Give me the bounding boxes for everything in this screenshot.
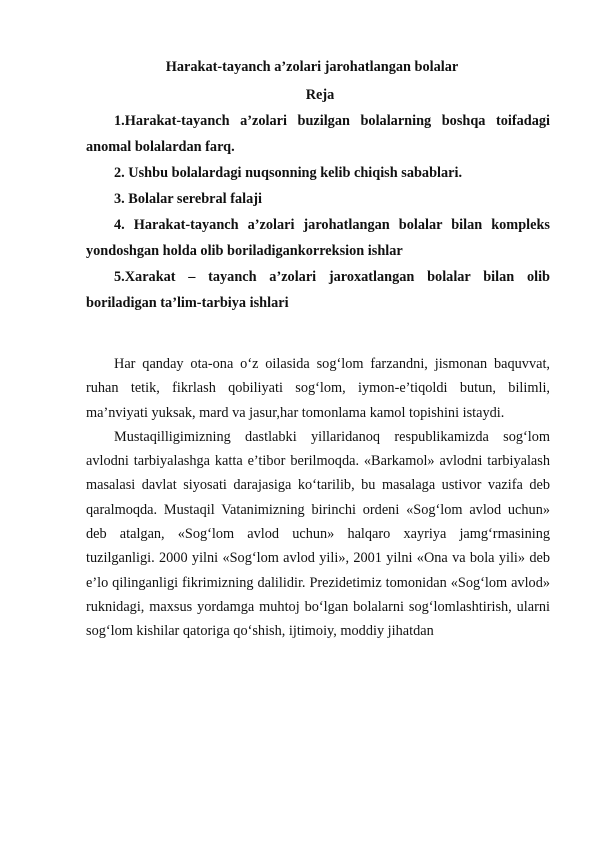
document-title: Harakat-tayanch a’zolari jarohatlangan bolalar (165, 59, 459, 75)
body-text (86, 352, 550, 644)
paragraph: Har qanday ota-ona o‘z oilasida sog‘lom farzandni, jismonan baquvvat, ruhan tetik, fikrlash qobiliyati sog‘lom, iymon-e’tiqoldi butun, bilimli, ma’nviyati yuksak, mard va jasur,har tomonlama kamol topishini istaydi. (86, 356, 550, 421)
plan-heading: Reja (305, 87, 335, 103)
plan-item: 5.Xarakat – tayanch a’zolari jaroxatlangan bolalar bilan olib boriladigan ta’lim-tarbiya ishlari (86, 269, 550, 311)
plan-item: 2. Ushbu bolalardagi nuqsonning kelib chiqish sabablari. (114, 165, 463, 181)
plan-item: 1.Harakat-tayanch a’zolari buzilgan bolalarning boshqa toifadagi anomal bolalardan farq. (86, 113, 550, 155)
paragraph: Mustaqilligimizning dastlabki yillaridanoq respublikamizda sog‘lom avlodni tarbiyalashga katta e’tibor berilmoqda. «Barkamol» avlodni tarbiyalash masalasi davlat siyosati darajasiga ko‘tarilib, bu masalaga ustivor vazifa deb qaralmoqda. Mustaqil Vatanimizning birinchi ordeni «Sog‘lom avlod uchun» deb atalgan, «Sog‘lom avlod uchun» halqaro xayriya jamg‘rmasining tuzilganligi. 2000 yilni «Sog‘lom avlod yili», 2001 yilni «Ona va bola yili» deb e’lo qilinganligi fikrimizning dalilidir. Prezidetimiz tomonidan «Sog‘lom avlod» ruknidagi, maxsus yordamga muhtoj bo‘lgan bolalarni sog‘lomlashtirish, ularni sog‘lom kishilar qatoriga qo‘shish, ijtimoiy, moddiy jihatdan (86, 428, 550, 640)
plan-list (86, 108, 550, 316)
plan-item: 4. Harakat-tayanch a’zolari jarohatlangan bolalar bilan kompleks yondoshgan holda olib boriladigankorreksion ishlar (86, 217, 550, 259)
plan-item: 3. Bolalar serebral falaji (114, 191, 262, 207)
